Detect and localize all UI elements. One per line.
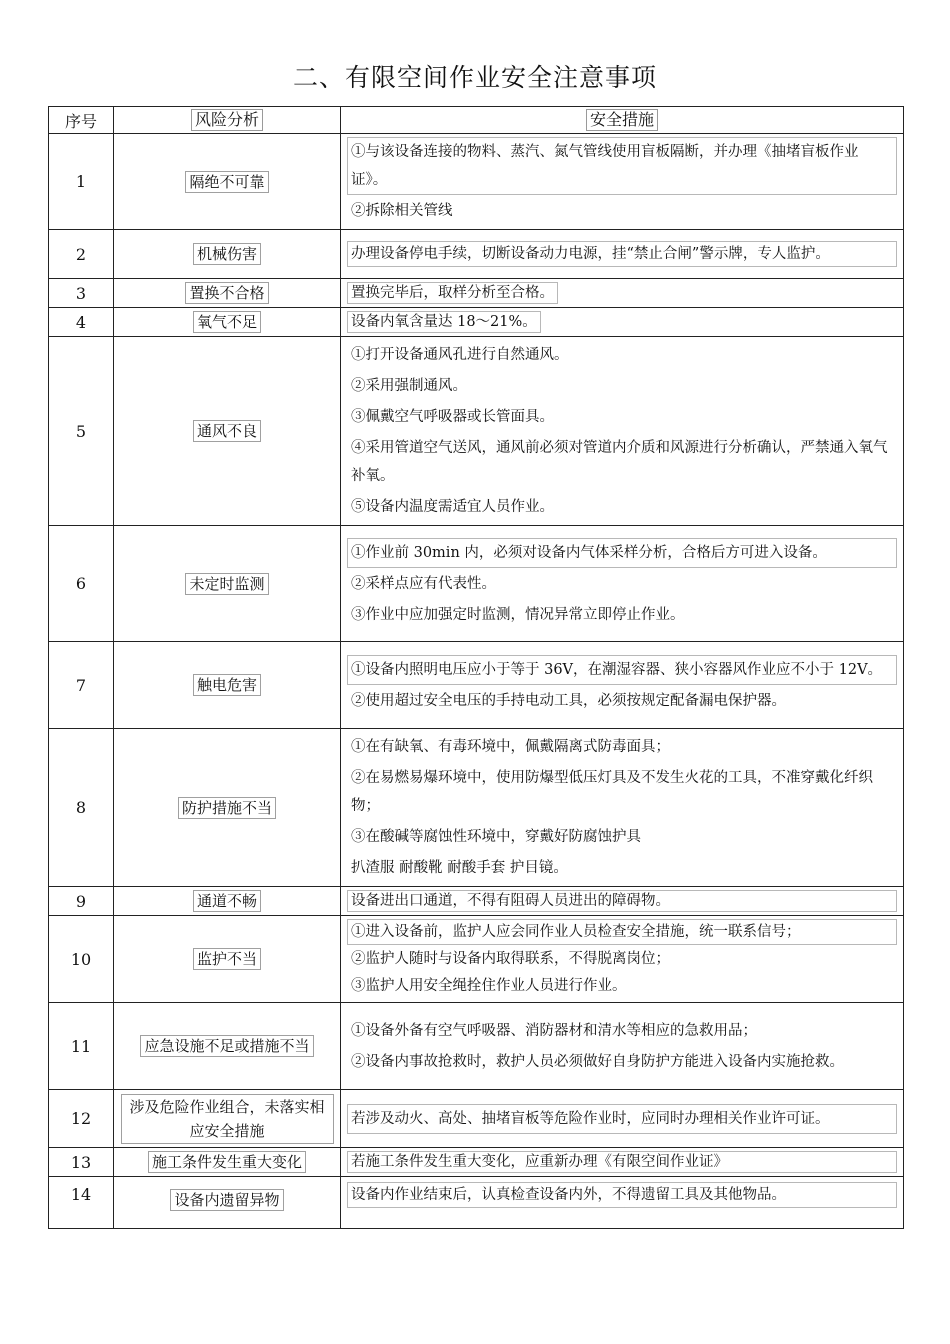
table-row [49, 1177, 904, 1229]
measures-cell [341, 642, 904, 729]
measures-cell [341, 230, 904, 279]
risk-cell: 机械伤害 [114, 230, 341, 279]
measures-cell [341, 1003, 904, 1090]
measure-line: ④采用管道空气送风，通风前必须对管道内介质和风源进行分析确认，严禁通入氧气补氧。 [351, 440, 888, 484]
table-row [49, 916, 904, 1003]
measures-cell [341, 526, 904, 642]
risk-cell: 通道不畅 [114, 887, 341, 916]
measure-line: ②监护人随时与设备内取得联系，不得脱离岗位； [351, 951, 670, 967]
measure-line: 扒渣服 耐酸靴 耐酸手套 护目镜。 [351, 860, 568, 876]
measure-line: 设备内氧含量达 18～21%。 [347, 311, 541, 333]
measure-line: ③监护人用安全绳拴住作业人员进行作业。 [351, 978, 627, 994]
measure-line: 设备内作业结束后，认真检查设备内外，不得遗留工具及其他物品。 [347, 1182, 897, 1208]
measures-cell [341, 916, 904, 1003]
measure-line: ①设备外备有空气呼吸器、消防器材和清水等相应的急救用品； [351, 1022, 757, 1039]
table-row [49, 337, 904, 526]
measure-line: ①设备内照明电压应小于等于 36V，在潮湿容器、狭小容器风作业应不小于 12V。 [347, 655, 897, 685]
measures-cell [341, 729, 904, 887]
measures-cell [341, 308, 904, 337]
table-row [49, 279, 904, 308]
risk-cell: 通风不良 [114, 337, 341, 526]
measure-line: ①打开设备通风孔进行自然通风。 [351, 347, 569, 363]
table-row [49, 134, 904, 230]
measures-cell [341, 337, 904, 526]
row-number: 7 [49, 642, 114, 729]
header-measures: 安全措施 [341, 107, 904, 134]
measure-line: ②拆除相关管线 [351, 203, 453, 219]
row-number: 14 [49, 1177, 114, 1229]
risk-cell: 氧气不足 [114, 308, 341, 337]
measure-line: ②使用超过安全电压的手持电动工具，必须按规定配备漏电保护器。 [351, 692, 786, 709]
row-number: 8 [49, 729, 114, 887]
row-number: 1 [49, 134, 114, 230]
measure-line: ②采用强制通风。 [351, 378, 467, 394]
measures-cell [341, 279, 904, 308]
row-number: 9 [49, 887, 114, 916]
table-row [49, 526, 904, 642]
row-number: 12 [49, 1090, 114, 1148]
table-row [49, 1003, 904, 1090]
table-row [49, 887, 904, 916]
risk-cell: 监护不当 [114, 916, 341, 1003]
measures-cell [341, 1177, 904, 1229]
measures-cell [341, 1090, 904, 1148]
measure-line: 置换完毕后，取样分析至合格。 [347, 282, 558, 304]
table-row [49, 1148, 904, 1177]
measure-line: 办理设备停电手续，切断设备动力电源，挂“禁止合闸”警示牌，专人监护。 [347, 241, 897, 267]
measure-line: ①作业前 30min 内，必须对设备内气体采样分析，合格后方可进入设备。 [347, 538, 897, 568]
risk-cell: 应急设施不足或措施不当 [114, 1003, 341, 1090]
measure-line: ②在易燃易爆环境中，使用防爆型低压灯具及不发生火花的工具，不准穿戴化纤织物； [351, 770, 873, 814]
table-row [49, 308, 904, 337]
measure-line: ⑤设备内温度需适宜人员作业。 [351, 499, 554, 515]
row-number: 13 [49, 1148, 114, 1177]
measure-line: 设备进出口通道，不得有阻碍人员进出的障碍物。 [347, 890, 897, 912]
measure-line: ②设备内事故抢救时，救护人员必须做好自身防护方能进入设备内实施抢救。 [351, 1053, 844, 1070]
page-title: 二、有限空间作业安全注意事项 [292, 63, 657, 92]
row-number: 6 [49, 526, 114, 642]
risk-cell: 隔绝不可靠 [114, 134, 341, 230]
row-number: 4 [49, 308, 114, 337]
risk-cell: 设备内遗留异物 [114, 1177, 341, 1229]
row-number: 10 [49, 916, 114, 1003]
table-row [49, 1090, 904, 1148]
measure-line: ①在有缺氧、有毒环境中，佩戴隔离式防毒面具； [351, 739, 670, 755]
measure-line: ③作业中应加强定时监测，情况异常立即停止作业。 [351, 606, 685, 623]
row-number: 11 [49, 1003, 114, 1090]
row-number: 5 [49, 337, 114, 526]
measure-line: 若涉及动火、高处、抽堵盲板等危险作业时，应同时办理相关作业许可证。 [347, 1104, 897, 1134]
measure-line: ①与该设备连接的物料、蒸汽、氮气管线使用盲板隔断，并办理《抽堵盲板作业证》。 [347, 137, 897, 195]
table-row [49, 230, 904, 279]
table-row [49, 642, 904, 729]
table-row [49, 729, 904, 887]
table-header-row [49, 107, 904, 134]
risk-cell: 涉及危险作业组合，未落实相应安全措施 [114, 1090, 341, 1148]
measure-line: ③佩戴空气呼吸器或长管面具。 [351, 409, 554, 425]
header-no: 序号 [49, 107, 114, 134]
measures-cell [341, 887, 904, 916]
risk-cell: 防护措施不当 [114, 729, 341, 887]
row-number: 3 [49, 279, 114, 308]
risk-cell: 触电危害 [114, 642, 341, 729]
measure-line: ②采样点应有代表性。 [351, 575, 496, 592]
measure-line: 若施工条件发生重大变化，应重新办理《有限空间作业证》 [347, 1151, 897, 1173]
risk-cell: 施工条件发生重大变化 [114, 1148, 341, 1177]
risk-cell: 未定时监测 [114, 526, 341, 642]
header-risk: 风险分析 [114, 107, 341, 134]
safety-table [48, 106, 904, 1229]
measures-cell [341, 134, 904, 230]
row-number: 2 [49, 230, 114, 279]
measures-cell [341, 1148, 904, 1177]
risk-cell: 置换不合格 [114, 279, 341, 308]
measure-line: ①进入设备前，监护人应会同作业人员检查安全措施，统一联系信号； [347, 919, 897, 945]
measure-line: ③在酸碱等腐蚀性环境中，穿戴好防腐蚀护具 [351, 829, 641, 845]
